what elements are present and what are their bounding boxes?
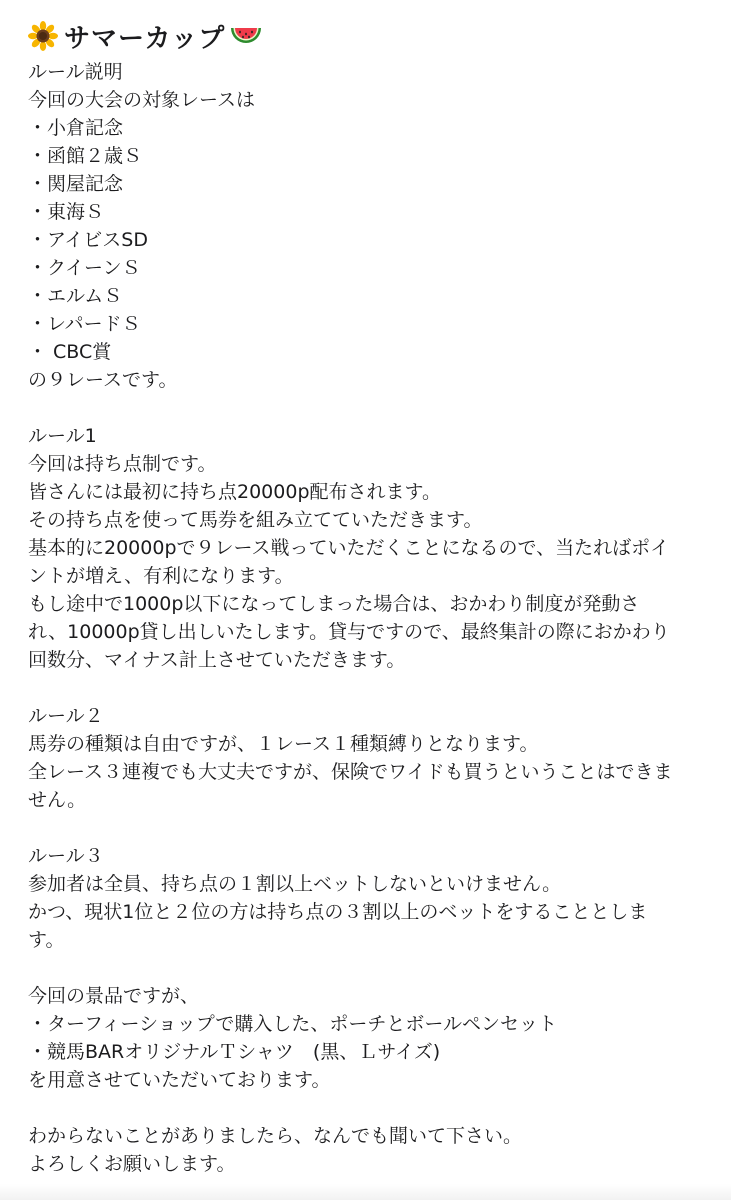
- text-line: もし途中で1000p以下になってしまった場合は、おかわり制度が発動さ: [28, 593, 640, 615]
- text-line: す。: [28, 929, 65, 951]
- text-line: 馬券の種類は自由ですが、１レース１種類縛りとなります。: [28, 733, 539, 755]
- text-line: ・東海Ｓ: [28, 201, 105, 223]
- text-line: ・競馬BARオリジナルＴシャツ (黒、Ｌサイズ): [28, 1041, 441, 1063]
- text-line: 参加者は全員、持ち点の１割以上ベットしないといけません。: [28, 873, 562, 895]
- text-line: ・ CBC賞: [28, 341, 112, 363]
- text-line: 全レース３連複でも大丈夫ですが、保険でワイドも買うということはできま: [28, 761, 673, 783]
- text-line: ・エルムＳ: [28, 285, 123, 307]
- text-line: ・小倉記念: [28, 117, 124, 139]
- page-title: [28, 14, 718, 58]
- text-line: ・レパードＳ: [28, 313, 141, 335]
- sunflower-icon: [28, 21, 58, 51]
- bottom-edge: [0, 1184, 731, 1200]
- text-line: の９レースです。: [28, 369, 178, 391]
- text-line: その持ち点を使って馬券を組み立てていただきます。: [28, 509, 483, 531]
- blank-line: [28, 1094, 718, 1122]
- text-line: ルール３: [28, 845, 104, 867]
- text-line: ルール２: [28, 705, 104, 727]
- text-line: よろしくお願いします。: [28, 1153, 236, 1175]
- blank-line: [28, 674, 718, 702]
- text-line: ・ターフィーショップで購入した、ポーチとボールペンセット: [28, 1013, 557, 1035]
- body-text: [28, 58, 718, 1178]
- text-line: ・函館２歳Ｓ: [28, 145, 143, 167]
- text-line: れ、10000p貸し出しいたします。貸与ですので、最終集計の際におかわり: [28, 621, 670, 643]
- text-line: ・関屋記念: [28, 173, 124, 195]
- text-line: ・アイビスSD: [28, 229, 148, 251]
- page-title-text: サマーカップ: [64, 23, 226, 54]
- text-line: 今回の景品ですが、: [28, 985, 200, 1007]
- blank-line: [28, 954, 718, 982]
- text-line: わからないことがありましたら、なんでも聞いて下さい。: [28, 1125, 523, 1147]
- text-line: ・クイーンＳ: [28, 257, 141, 279]
- text-line: 基本的に20000pで９レース戦っていただくことになるので、当たればポイ: [28, 537, 670, 559]
- blank-line: [28, 814, 718, 842]
- text-line: 今回の大会の対象レースは: [28, 89, 256, 111]
- text-line: 皆さんには最初に持ち点20000p配布されます。: [28, 481, 441, 503]
- text-line: 今回は持ち点制です。: [28, 453, 217, 475]
- blank-line: [28, 394, 718, 422]
- text-line: 回数分、マイナス計上させていただきます。: [28, 649, 406, 671]
- text-line: ルール説明: [28, 61, 123, 83]
- text-line: ントが増え、有利になります。: [28, 565, 294, 587]
- watermelon-icon: [229, 24, 263, 48]
- text-line: せん。: [28, 789, 87, 811]
- text-line: を用意させていただいております。: [28, 1069, 331, 1091]
- text-line: かつ、現状1位と２位の方は持ち点の３割以上のベットをすることとしま: [28, 901, 648, 923]
- document: [28, 14, 718, 1178]
- text-line: ルール1: [28, 425, 97, 447]
